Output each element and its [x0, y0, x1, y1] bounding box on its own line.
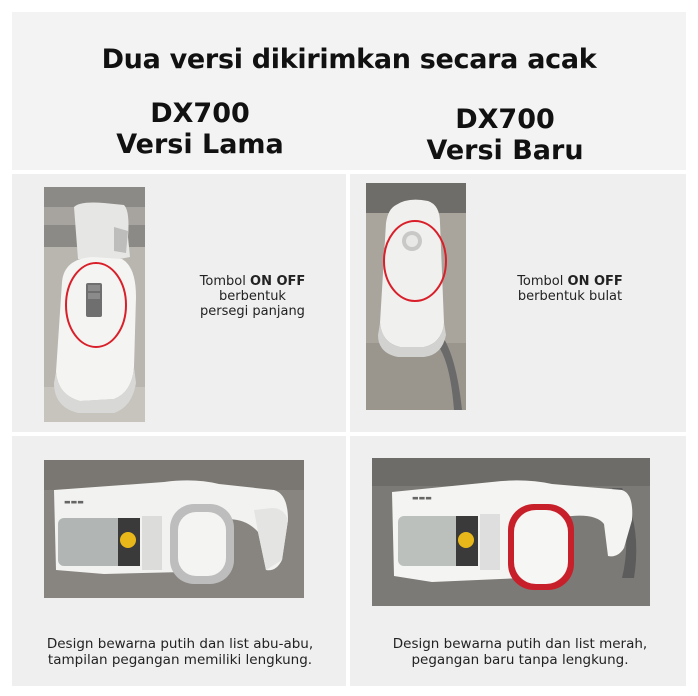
old-button-note: [170, 274, 335, 319]
new-version-side-photo: [372, 458, 650, 606]
svg-text:▬▬▬: ▬▬▬: [412, 494, 432, 502]
new-button-note-prefix: Tombol: [517, 274, 568, 289]
svg-text:▬▬▬: ▬▬▬: [64, 498, 84, 506]
old-design-caption-line1: Design bewarna putih dan list abu-abu,: [46, 636, 314, 652]
new-design-caption-line1: Design bewarna putih dan list merah,: [392, 636, 648, 652]
new-version-top-photo: [366, 183, 466, 410]
page-title: Dua versi dikirimkan secara acak: [101, 44, 597, 75]
old-button-note-bold: ON OFF: [250, 274, 306, 289]
old-version-label: [80, 98, 320, 160]
old-version-top-photo: [44, 187, 145, 422]
new-design-caption-line2: pegangan baru tanpa lengkung.: [411, 652, 629, 668]
new-version-model: DX700: [455, 104, 555, 135]
new-button-note-bold: ON OFF: [567, 274, 623, 289]
old-version-name: Versi Lama: [116, 129, 284, 160]
old-button-note-prefix: Tombol: [199, 274, 251, 289]
new-button-note: [490, 274, 650, 304]
old-button-note-line3: persegi panjang: [200, 304, 305, 319]
new-design-caption: [360, 636, 680, 668]
new-version-label: [385, 104, 625, 166]
old-version-model: DX700: [150, 98, 250, 129]
old-button-note-line2: berbentuk: [219, 289, 286, 304]
old-design-caption: [20, 636, 340, 668]
old-version-side-photo: [44, 460, 304, 598]
old-design-caption-line2: tampilan pegangan memiliki lengkung.: [47, 652, 313, 668]
new-button-note-line2: berbentuk bulat: [517, 289, 623, 304]
new-version-name: Versi Baru: [426, 135, 584, 166]
